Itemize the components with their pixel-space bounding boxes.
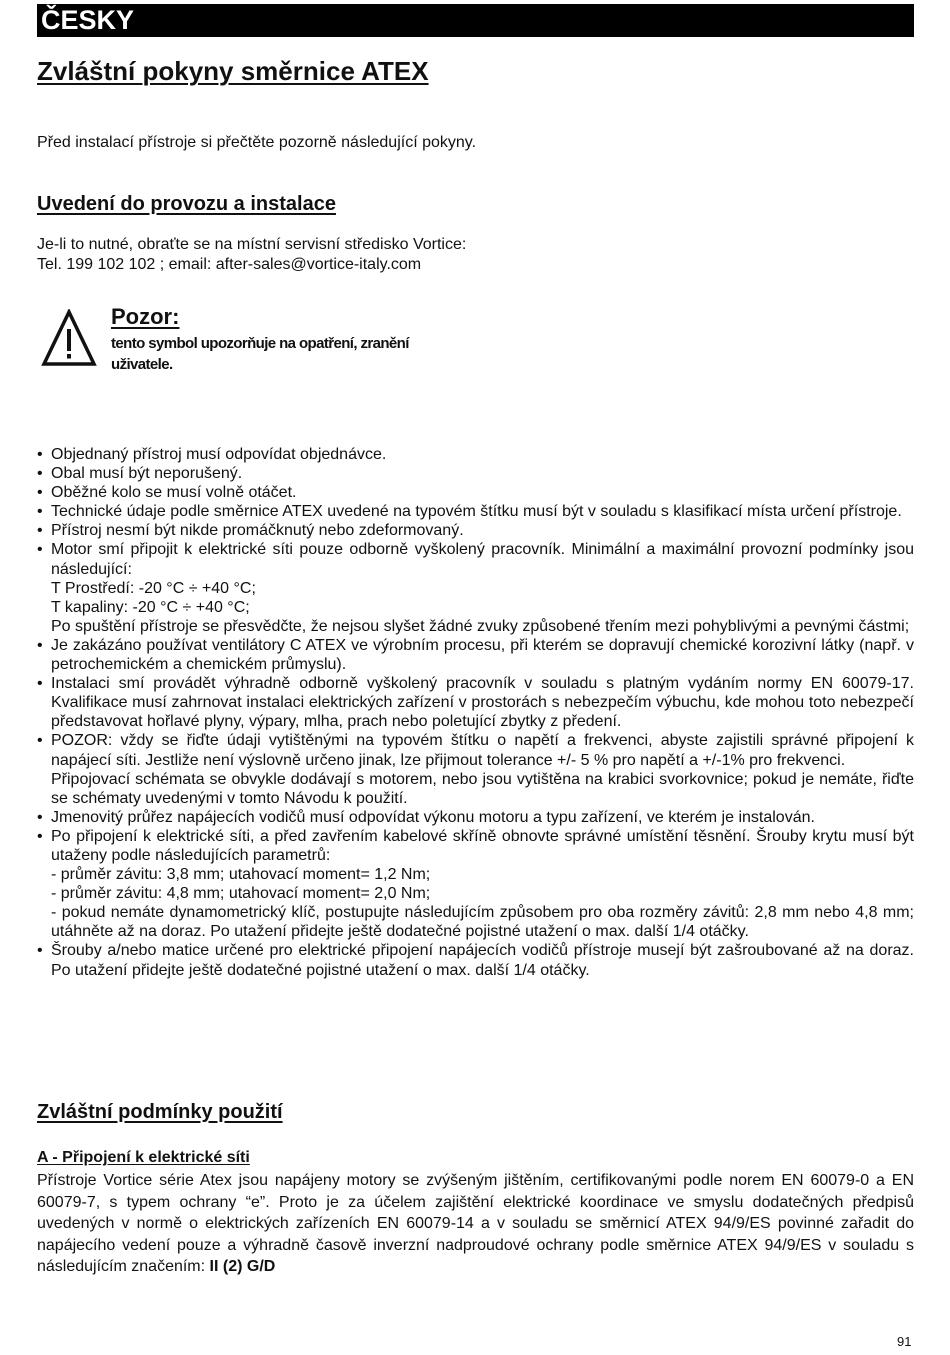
list-item-text: T Prostředí: -20 °C ÷ +40 °C; (51, 579, 256, 597)
list-item-text: • Po připojení k elektrické síti, a před zavřením kabelové skříně obnovte správné umístění těsnění. Šrouby krytu musí být utaženy podle následujících parametrů: (51, 827, 914, 864)
list-item (37, 941, 914, 979)
list-item (37, 674, 914, 731)
list-item (37, 540, 914, 635)
connection-paragraph (37, 1170, 914, 1278)
paragraph-text: Přístroje Vortice série Atex jsou napájeny motory se zvýšeným jištěním, certifikovanými podle norem EN 60079-0 a EN 60079-7, s typem ochrany “e”. Proto je za účelem zajištění elektrické koordinace ve smyslu dodatečných předpisů uvedených v normě o elektrických zařízeních EN 60079-14 a v souladu se směrnicí ATEX 94/9/ES povinné zařadit do napájecího vedení pouze a výhradně časově inverzní nadproudové ochrany podle směrnice ATEX 94/9/ES v souladu s následujícím značením: (37, 1172, 914, 1276)
list-item-text: T kapaliny: -20 °C ÷ +40 °C; (51, 598, 250, 616)
list-item-text: Připojovací schémata se obvykle dodávají s motorem, nebo jsou vytištěna na krabici svorkovnice; pokud je nemáte, řiďte se schématy uvedenými v tomto Návodu k použití. (51, 770, 914, 807)
subsection-heading: A - Připojení k elektrické síti (37, 1149, 250, 1166)
list-item-text: • Je zakázáno používat ventilátory C ATEX ve výrobním procesu, při kterém se dopravují chemické korozivní látky (např. v petrochemickém a chemickém průmyslu). (51, 636, 914, 674)
list-item (37, 483, 914, 502)
atex-marking: II (2) G/D (209, 1258, 276, 1276)
list-item (37, 636, 914, 674)
list-item-text: - pokud nemáte dynamometrický klíč, postupujte následujícím způsobem pro oba rozměry závitů: 2,8 mm nebo 4,8 mm; utáhněte až na doraz. Po utažení přidejte ještě dodatečné pojistné utažení o max. další 1/4 otáčky. (51, 904, 914, 941)
list-item-text: Po spuštění přístroje se přesvědčte, že nejsou slyšet žádné zvuky způsobené třením mezi pohyblivými a pevnými částmi; (51, 617, 910, 635)
list-item-text: • Instalaci smí provádět výhradně odborně vyškolený pracovník v souladu s platným vydáním normy EN 60079-17. Kvalifikace musí zahrnovat instalaci elektrických zařízení v prostorách s nebezpečím výbuchu, kde mohou toto nebezpečí představovat hořlavé plyny, výpary, mlha, prach nebo poletující zbytky z předení. (51, 675, 914, 731)
list-item (37, 445, 914, 464)
list-item (37, 502, 914, 521)
contact-line: Tel. 199 102 102 ; email: after-sales@vortice-italy.com (37, 255, 422, 273)
list-item-text: • Oběžné kolo se musí volně otáčet. (51, 484, 297, 502)
list-item (37, 827, 914, 942)
list-item-text: • Objednaný přístroj musí odpovídat objednávce. (51, 446, 387, 463)
page-number: 91 (897, 1334, 912, 1349)
list-item (37, 731, 914, 807)
list-item-text: • Jmenovitý průřez napájecích vodičů musí odpovídat výkonu motoru a typu zařízení, ve kterém je instalován. (51, 808, 815, 826)
list-item-text: - průměr závitu: 3,8 mm; utahovací moment= 1,2 Nm; (51, 866, 431, 884)
list-item (37, 464, 914, 483)
section-heading-conditions: Zvláštní podmínky použití (37, 1101, 283, 1123)
page-title: Zvláštní pokyny směrnice ATEX (37, 56, 429, 86)
list-item-text: • Motor smí připojit k elektrické síti pouze odborně vyškolený pracovník. Minimální a maximální provozní podmínky jsou následující: (51, 541, 914, 578)
warning-text: tento symbol upozorňuje na opatření, zranění uživatele. (111, 335, 409, 373)
instruction-list (37, 445, 914, 980)
list-item-text: - průměr závitu: 4,8 mm; utahovací moment= 2,0 Nm; (51, 885, 431, 903)
section-heading-installation: Uvedení do provozu a instalace (37, 193, 336, 215)
contact-line: Je-li to nutné, obraťte se na místní servisní středisko Vortice: (37, 236, 467, 253)
service-contact (37, 235, 466, 274)
intro-text: Před instalací přístroje si přečtěte pozorně následující pokyny. (37, 134, 477, 151)
warning-heading: Pozor: (111, 304, 180, 329)
warning-triangle-icon (41, 309, 97, 367)
list-item-text: • Obal musí být neporušený. (51, 465, 243, 483)
list-item-text: • Technické údaje podle směrnice ATEX uvedené na typovém štítku musí být v souladu s klasifikací místa určení přístroje. (51, 503, 902, 521)
language-label: ČESKY (41, 5, 135, 35)
list-item (37, 521, 914, 540)
list-item-text: • POZOR: vždy se řiďte údaji vytištěnými na typovém štítku o napětí a frekvenci, abyste zajistili správné připojení k napájecí síti. Jestliže není výslovně určeno jinak, lze přijmout tolerance +/- 5 % pro napětí a +/-1% pro frekvenci. (51, 732, 914, 769)
list-item (37, 808, 914, 827)
language-header-bar (37, 4, 914, 37)
list-item-text: • Přístroj nesmí být nikde promáčknutý nebo zdeformovaný. (51, 522, 464, 540)
list-item-text: • Šrouby a/nebo matice určené pro elektrické připojení napájecích vodičů přístroje musejí být zašroubované až na doraz. Po utažení přidejte ještě dodatečné pojistné utažení o max. další 1/4 otáčky. (51, 942, 914, 979)
